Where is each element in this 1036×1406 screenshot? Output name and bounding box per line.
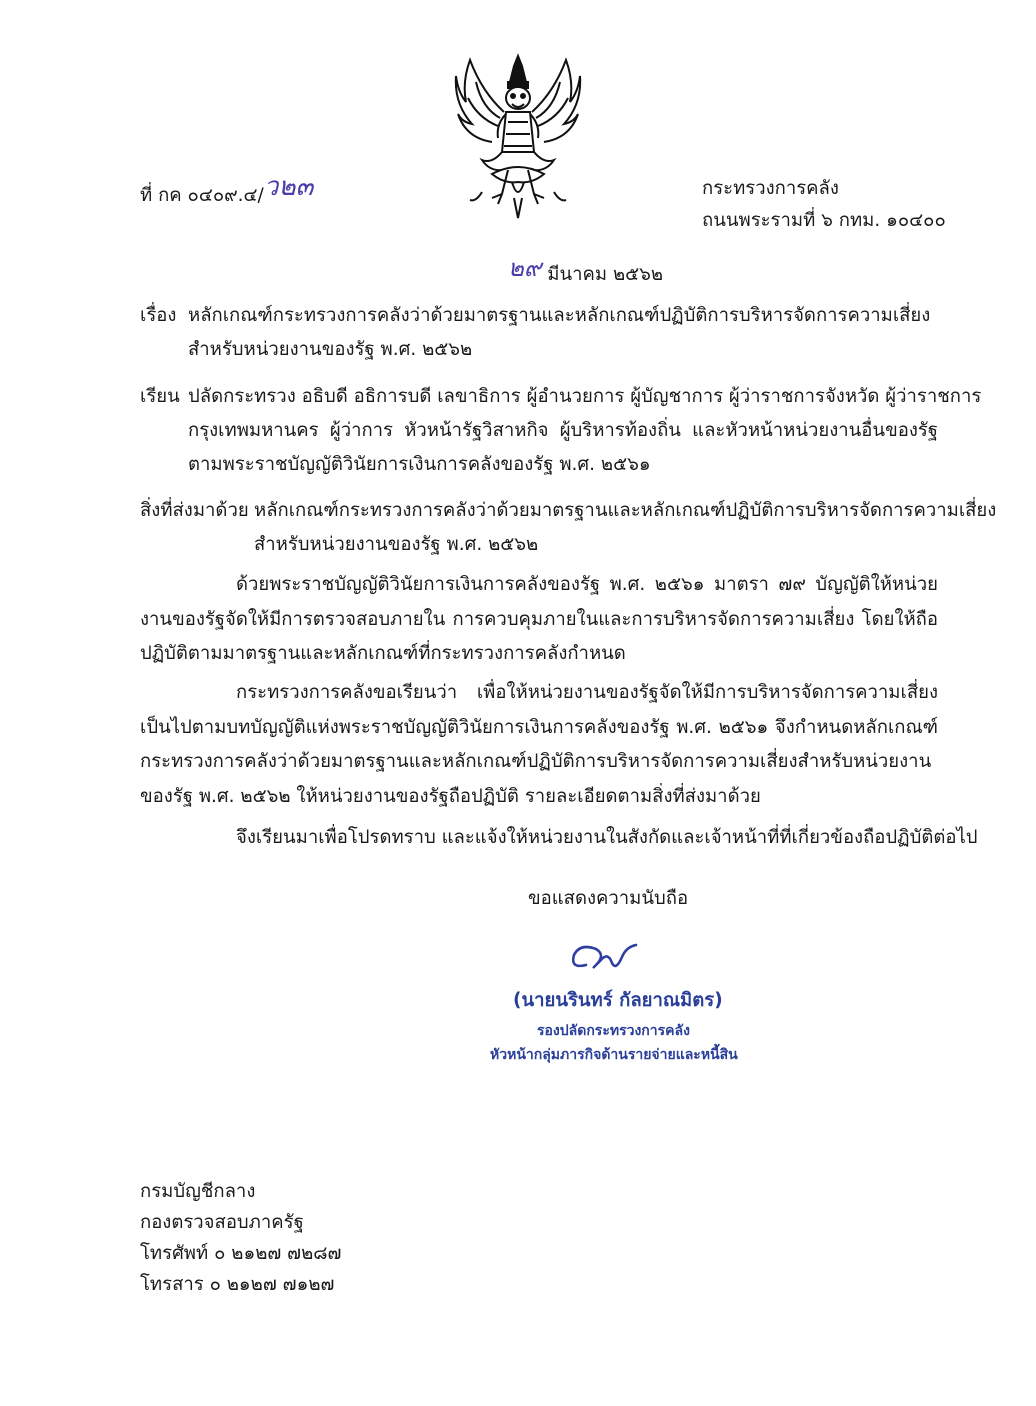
garuda-emblem-icon	[452, 52, 584, 222]
enclosure-label: สิ่งที่ส่งมาด้วย	[140, 500, 249, 521]
footer-division: กองตรวจสอบภาครัฐ	[140, 1212, 304, 1233]
footer-phone: โทรศัพท์ ๐ ๒๑๒๗ ๗๒๘๗	[140, 1243, 342, 1264]
enclosure-line-1: หลักเกณฑ์กระทรวงการคลังว่าด้วยมาตรฐานและหลักเกณฑ์ปฏิบัติการบริหารจัดการความเสี่ยง	[254, 500, 997, 521]
recipient-label: เรียน	[140, 386, 180, 407]
recipient-line-3: ตามพระราชบัญญัติวินัยการเงินการคลังของรัฐ พ.ศ. ๒๕๖๑	[188, 454, 651, 475]
ministry-address: ถนนพระรามที่ ๖ กทม. ๑๐๔๐๐	[702, 210, 946, 231]
ministry-name: กระทรวงการคลัง	[702, 178, 839, 199]
handwritten-document-number: ว๒๓	[263, 172, 314, 202]
signatory-name: (นายนรินทร์ กัลยาณมิตร)	[513, 990, 723, 1011]
handwritten-date-day: ๒๙	[508, 254, 542, 282]
footer-department: กรมบัญชีกลาง	[140, 1181, 256, 1202]
body-paragraph-1: ด้วยพระราชบัญญัติวินัยการเงินการคลังของรัฐ พ.ศ. ๒๕๖๑ มาตรา ๗๙ บัญญัติให้หน่วยงานของรัฐจัดให้มีการตรวจสอบภายใน การควบคุมภายในและการบริหารจัดการความเสี่ยง โดยให้ถือปฏิบัติตามมาตรฐานและหลักเกณฑ์ที่กระทรวงการคลังกำหนด	[140, 574, 938, 664]
date-month-year: มีนาคม ๒๕๖๒	[547, 264, 664, 285]
recipient-line-1: ปลัดกระทรวง อธิบดี อธิการบดี เลขาธิการ ผู้อำนวยการ ผู้บัญชาการ ผู้ว่าราชการจังหวัด ผู้ว่าราชการ	[188, 386, 982, 407]
recipient-line-2: กรุงเทพมหานคร ผู้ว่าการ หัวหน้ารัฐวิสาหกิจ ผู้บริหารท้องถิ่น และหัวหน้าหน่วยงานอื่นของรัฐ	[188, 420, 938, 441]
body-paragraph-3: จึงเรียนมาเพื่อโปรดทราบ และแจ้งให้หน่วยงานในสังกัดและเจ้าหน้าที่ที่เกี่ยวข้องถือปฏิบัติต่อไป	[236, 827, 978, 848]
signatory-position-1: รองปลัดกระทรวงการคลัง	[537, 1023, 690, 1039]
signature-icon	[566, 935, 638, 979]
closing-regards: ขอแสดงความนับถือ	[528, 888, 689, 909]
subject-line-2: สำหรับหน่วยงานของรัฐ พ.ศ. ๒๕๖๒	[188, 339, 473, 360]
enclosure-line-2: สำหรับหน่วยงานของรัฐ พ.ศ. ๒๕๖๒	[254, 534, 539, 555]
signatory-position-2: หัวหน้ากลุ่มภารกิจด้านรายจ่ายและหนี้สิน	[490, 1047, 738, 1063]
document-number	[140, 172, 314, 206]
document-date	[508, 254, 664, 285]
footer-fax: โทรสาร ๐ ๒๑๒๗ ๗๑๒๗	[140, 1274, 335, 1295]
subject-line-1: หลักเกณฑ์กระทรวงการคลังว่าด้วยมาตรฐานและหลักเกณฑ์ปฏิบัติการบริหารจัดการความเสี่ยง	[188, 305, 931, 326]
document-number-prefix: ที่ กค ๐๔๐๙.๔/	[140, 185, 264, 206]
subject-label: เรื่อง	[140, 305, 177, 326]
body-paragraph-2: กระทรวงการคลังขอเรียนว่า เพื่อให้หน่วยงานของรัฐจัดให้มีการบริหารจัดการความเสี่ยงเป็นไปตามบทบัญญัติแห่งพระราชบัญญัติวินัยการเงินการคลังของรัฐ พ.ศ. ๒๕๖๑ จึงกำหนดหลักเกณฑ์กระทรวงการคลังว่าด้วยมาตรฐานและหลักเกณฑ์ปฏิบัติการบริหารจัดการความเสี่ยงสำหรับหน่วยงานของรัฐ พ.ศ. ๒๕๖๒ ให้หน่วยงานของรัฐถือปฏิบัติ รายละเอียดตามสิ่งที่ส่งมาด้วย	[140, 682, 938, 807]
